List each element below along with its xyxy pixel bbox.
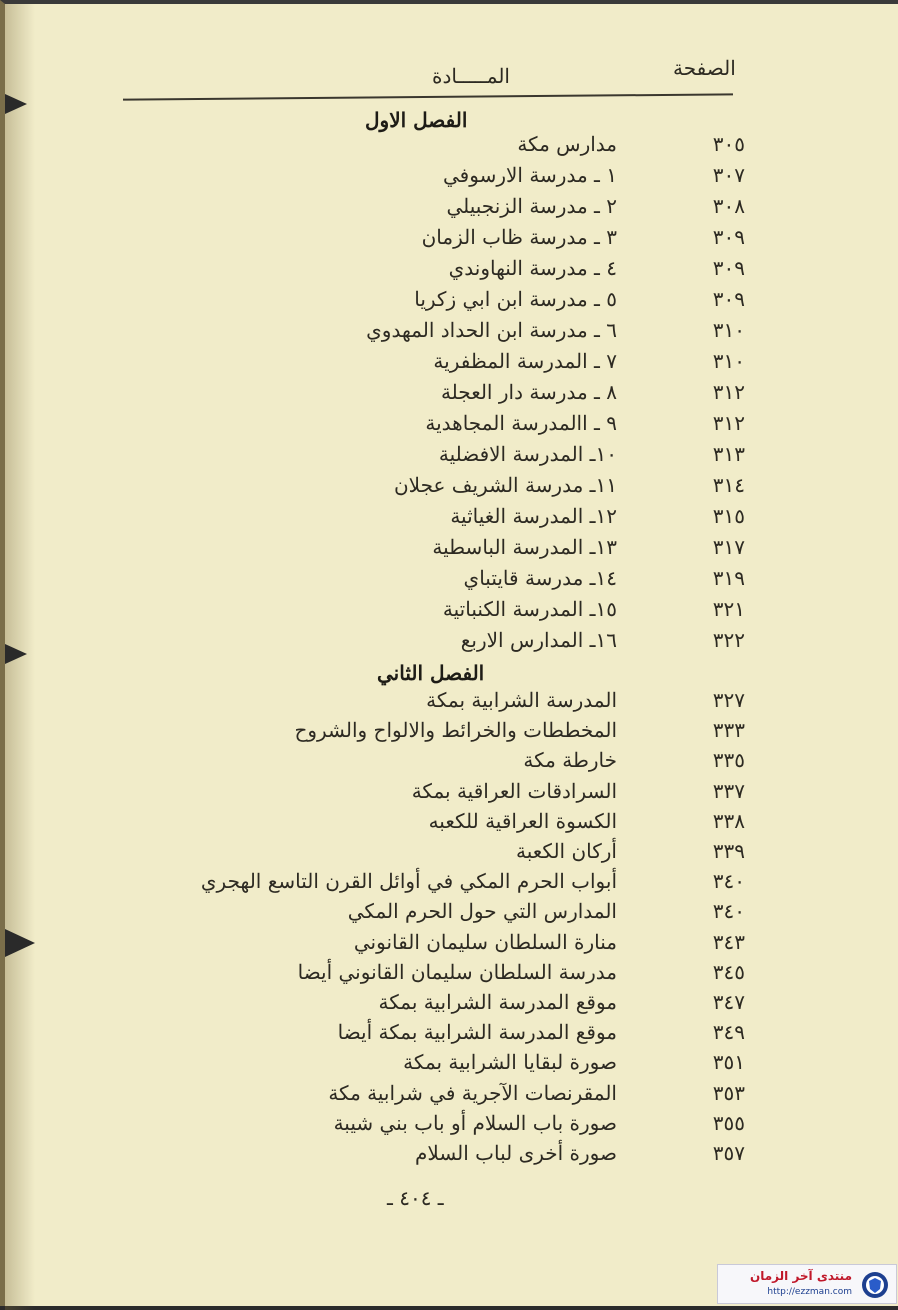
section-heading-1: الفصل الاول bbox=[365, 108, 468, 132]
toc-entry-title: ٣ ـ مدرسة ظاب الزمان bbox=[421, 225, 617, 249]
toc-row bbox=[155, 132, 745, 162]
toc-page-number: ٣٥٧ bbox=[712, 1141, 745, 1165]
toc-row bbox=[155, 380, 745, 410]
toc-row bbox=[155, 442, 745, 472]
toc-row bbox=[155, 1141, 745, 1171]
toc-entry-title: أركان الكعبة bbox=[516, 839, 617, 863]
toc-page-number: ٣١٢ bbox=[712, 411, 745, 435]
toc-page-number: ٣٣٨ bbox=[712, 808, 745, 833]
section-heading-2: الفصل الثاني bbox=[377, 661, 485, 685]
watermark-name: منتدى آخر الزمان bbox=[750, 1269, 852, 1283]
toc-page-number: ٣٠٩ bbox=[712, 287, 745, 311]
toc-row bbox=[155, 930, 745, 960]
toc-entry-title: ٩ ـ االمدرسة المجاهدية bbox=[425, 411, 617, 435]
toc-page-number: ٣٤٩ bbox=[712, 1020, 745, 1045]
toc-entry-title: ٢ ـ مدرسة الزنجبيلي bbox=[446, 194, 617, 218]
toc-page-number: ٣٣٧ bbox=[712, 778, 745, 803]
toc-row bbox=[155, 535, 745, 565]
toc-page-number: ٣٠٧ bbox=[712, 163, 745, 187]
toc-page-number: ٣١٣ bbox=[712, 442, 745, 466]
toc-page-number: ٣٠٩ bbox=[712, 225, 745, 249]
toc-page-number: ٣٤٣ bbox=[712, 929, 745, 954]
toc-entry-title: ١٢ـ المدرسة الغياثية bbox=[450, 504, 617, 528]
toc-entry-title: ١٠ـ المدرسة الافضلية bbox=[438, 442, 617, 466]
toc-entry-title: مدارس مكة bbox=[517, 132, 617, 156]
toc-entry-title: ٨ ـ مدرسة دار العجلة bbox=[440, 380, 617, 404]
toc-page-number: ٣٤٥ bbox=[712, 959, 745, 984]
toc-entry-title: ٧ ـ المدرسة المظفرية bbox=[433, 349, 617, 373]
toc-entry-title: ١٣ـ المدرسة الباسطية bbox=[432, 535, 617, 559]
toc-entry-title: ٤ ـ مدرسة النهاوندي bbox=[448, 256, 617, 280]
toc-row bbox=[155, 1050, 745, 1080]
toc-entry-title: منارة السلطان سليمان القانوني bbox=[353, 929, 617, 954]
toc-row bbox=[155, 1081, 745, 1111]
toc-row bbox=[155, 748, 745, 778]
toc-row bbox=[155, 869, 745, 899]
shield-logo-icon bbox=[860, 1270, 890, 1300]
toc-row bbox=[155, 688, 745, 718]
toc-entry-title: المخططات والخرائط والالواح والشروح bbox=[294, 718, 617, 743]
toc-page-number: ٣٢٢ bbox=[712, 628, 745, 652]
toc-entry-title: موقع المدرسة الشرابية بمكة أيضا bbox=[337, 1020, 617, 1045]
toc-page-number: ٣٣٥ bbox=[712, 748, 745, 773]
toc-row bbox=[155, 1111, 745, 1141]
toc-page-number: ٣٤٠ bbox=[712, 899, 745, 924]
watermark-url: http://ezzman.com bbox=[767, 1287, 852, 1297]
toc-page-number: ٣١٠ bbox=[712, 349, 745, 373]
toc-page-number: ٣٠٨ bbox=[712, 194, 745, 218]
toc-entry-title: ١١ـ مدرسة الشريف عجلان bbox=[393, 473, 617, 497]
toc-page-number: ٣٢٧ bbox=[712, 688, 745, 712]
toc-page-number: ٣١٤ bbox=[712, 473, 745, 497]
toc-page-number: ٣٤٧ bbox=[712, 990, 745, 1014]
column-header-subject: المـــــادة bbox=[432, 64, 510, 88]
toc-entry-title: المدرسة الشرابية بمكة bbox=[426, 688, 617, 712]
toc-page-number: ٣٥٣ bbox=[712, 1080, 745, 1105]
toc-row bbox=[155, 809, 745, 839]
toc-page-number: ٣١٢ bbox=[712, 380, 745, 404]
toc-row bbox=[155, 779, 745, 809]
toc-entry-title: أبواب الحرم المكي في أوائل القرن التاسع الهجري bbox=[200, 869, 617, 894]
toc-row bbox=[155, 349, 745, 379]
toc-entry-title: ١٤ـ مدرسة قايتباي bbox=[463, 566, 617, 590]
toc-entry-title: المقرنصات الآجرية في شرابية مكة bbox=[328, 1080, 617, 1105]
toc-page-number: ٣١٧ bbox=[712, 535, 745, 559]
toc-entry-title: ١ ـ مدرسة الارسوفي bbox=[443, 163, 617, 187]
toc-entry-title: ١٥ـ المدرسة الكنباتية bbox=[442, 597, 617, 621]
toc-entry-title: مدرسة السلطان سليمان القانوني أيضا bbox=[297, 959, 617, 984]
toc-row bbox=[155, 504, 745, 534]
toc-entry-title: ١٦ـ المدارس الاربع bbox=[460, 628, 617, 652]
toc-row bbox=[155, 597, 745, 627]
toc-row bbox=[155, 256, 745, 286]
toc-row bbox=[155, 899, 745, 929]
toc-entry-title: ٥ ـ مدرسة ابن ابي زكريا bbox=[414, 287, 617, 311]
toc-row bbox=[155, 628, 745, 658]
toc-entry-title: خارطة مكة bbox=[523, 748, 617, 773]
toc-row bbox=[155, 225, 745, 255]
toc-page-number: ٣٢١ bbox=[712, 597, 745, 621]
binding-tab-mark bbox=[5, 929, 35, 957]
toc-entry-title: صورة باب السلام أو باب بني شيبة bbox=[333, 1110, 617, 1135]
toc-row bbox=[155, 473, 745, 503]
toc-row bbox=[155, 566, 745, 596]
toc-page-number: ٣٤٠ bbox=[712, 869, 745, 894]
toc-entry-title: السرادقات العراقية بمكة bbox=[411, 778, 617, 803]
toc-page-number: ٣١٥ bbox=[712, 504, 745, 528]
toc-entry-title: صورة لبقايا الشرابية بمكة bbox=[403, 1050, 617, 1075]
toc-page-number: ٣١٠ bbox=[712, 318, 745, 342]
toc-entry-title: ٦ ـ مدرسة ابن الحداد المهدوي bbox=[366, 318, 617, 342]
column-header-page: الصفحة bbox=[673, 56, 736, 80]
header-divider bbox=[123, 93, 733, 100]
toc-page-number: ٣٠٩ bbox=[712, 256, 745, 280]
toc-entry-title: صورة أخرى لباب السلام bbox=[415, 1141, 617, 1165]
toc-row bbox=[155, 960, 745, 990]
binding-tab-mark bbox=[5, 94, 27, 114]
forum-watermark[interactable] bbox=[717, 1264, 897, 1304]
binding-tab-mark bbox=[5, 644, 27, 664]
toc-page-number: ٣٥١ bbox=[712, 1050, 745, 1075]
toc-row bbox=[155, 318, 745, 348]
toc-row bbox=[155, 411, 745, 441]
toc-row bbox=[155, 1020, 745, 1050]
toc-page-number: ٣٥٥ bbox=[712, 1110, 745, 1135]
toc-entry-title: موقع المدرسة الشرابية بمكة bbox=[378, 990, 617, 1014]
toc-row bbox=[155, 990, 745, 1020]
toc-entry-title: المدارس التي حول الحرم المكي bbox=[347, 899, 617, 924]
toc-row bbox=[155, 839, 745, 869]
toc-row bbox=[155, 287, 745, 317]
page-number: ـ ٤٠٤ ـ bbox=[387, 1186, 444, 1210]
toc-page-number: ٣١٩ bbox=[712, 566, 745, 590]
toc-page-number: ٣٣٩ bbox=[712, 839, 745, 863]
toc-page-number: ٣٠٥ bbox=[712, 132, 745, 156]
toc-row bbox=[155, 194, 745, 224]
toc-entry-title: الكسوة العراقية للكعبه bbox=[428, 808, 617, 833]
toc-row bbox=[155, 718, 745, 748]
toc-page-number: ٣٣٣ bbox=[712, 718, 745, 743]
toc-row bbox=[155, 163, 745, 193]
